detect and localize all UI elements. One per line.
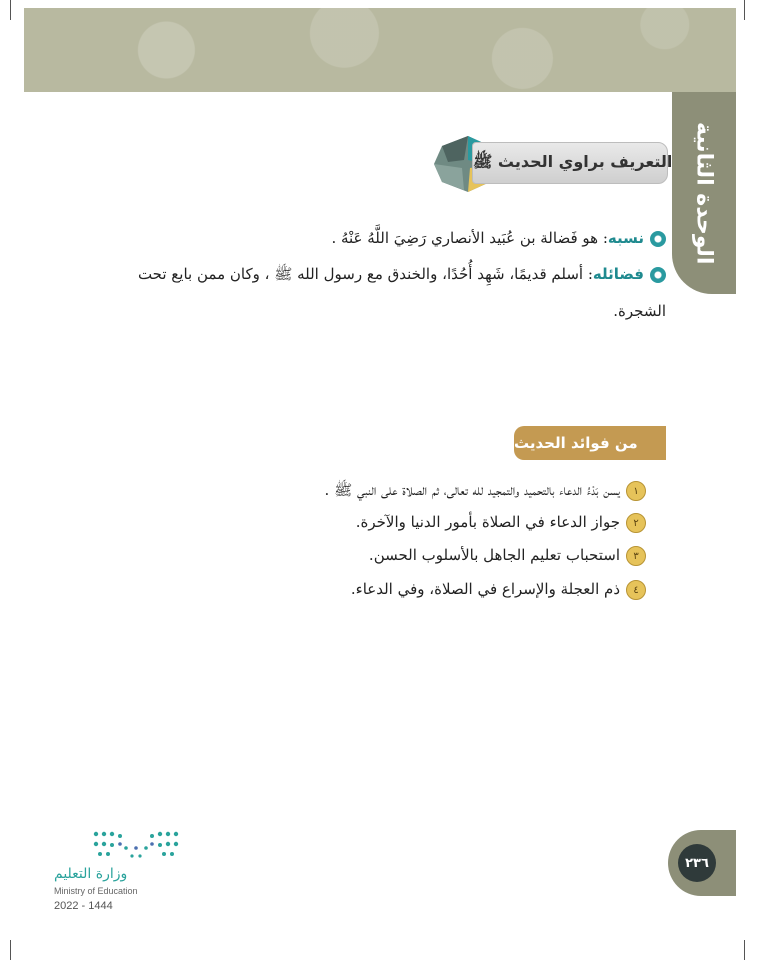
benefit-item — [130, 546, 646, 566]
ministry-logo — [50, 828, 190, 918]
header-band — [24, 8, 736, 92]
crop-mark — [10, 0, 11, 20]
ministry-name-ar: وزارة التعليم — [54, 866, 128, 882]
nasab-label: نسبه — [607, 229, 644, 247]
benefit-item — [130, 580, 646, 600]
benefit-text: ذم العجلة والإسراع في الصلاة، وفي الدعاء. — [350, 580, 620, 598]
benefits-heading-text: من فوائد الحديث — [514, 434, 638, 452]
page-number-tab — [668, 830, 736, 896]
nasab-line — [100, 229, 666, 247]
crop-mark — [744, 940, 745, 960]
fadail-text: : أسلم قديمًا، شَهِد أُحُدًا، والخندق مع رسول الله ﷺ ، وكان ممن بايع تحت — [137, 265, 593, 283]
fadail-label: فضائله — [592, 265, 644, 283]
ministry-dots-icon — [90, 828, 186, 864]
flower-bullet-icon — [650, 231, 666, 247]
benefit-item — [130, 513, 646, 533]
section-title-narrator — [428, 132, 673, 196]
benefit-text: يسن بَدْءُ الدعاء بالتحميد والتمجيد لله تعالى، ثم الصلاة على النبي ﷺ . — [324, 481, 620, 499]
benefits-heading — [514, 426, 666, 460]
fadail-line — [90, 265, 666, 287]
number-badge-icon: ٢ — [626, 513, 646, 533]
section-title-bar — [472, 142, 673, 184]
number-badge-icon: ٣ — [626, 546, 646, 566]
page-number: ٢٣٦ — [678, 844, 716, 882]
unit-tab — [672, 92, 736, 294]
benefit-text: استحباب تعليم الجاهل بالأسلوب الحسن. — [368, 546, 620, 564]
crop-mark — [744, 0, 745, 20]
crop-mark — [10, 940, 11, 960]
benefit-text: جواز الدعاء في الصلاة بأمور الدنيا والآخرة. — [355, 513, 620, 531]
section-title-text: التعريف براوي الحديث ﷺ — [473, 151, 673, 171]
fadail-line-2 — [90, 302, 666, 320]
ministry-name-en: Ministry of Education — [54, 886, 138, 896]
flower-bullet-icon — [650, 267, 666, 283]
unit-tab-label: الوحدة الثانية — [691, 121, 717, 265]
number-badge-icon: ١ — [626, 481, 646, 501]
fadail-text-2: الشجرة. — [613, 302, 666, 320]
ministry-year: 2022 - 1444 — [54, 900, 113, 912]
nasab-text: : هو فَضالة بن عُبَيد الأنصاري رَضِيَ اللَّهُ عَنْهُ . — [331, 229, 608, 247]
number-badge-icon: ٤ — [626, 580, 646, 600]
benefit-item — [130, 481, 646, 503]
